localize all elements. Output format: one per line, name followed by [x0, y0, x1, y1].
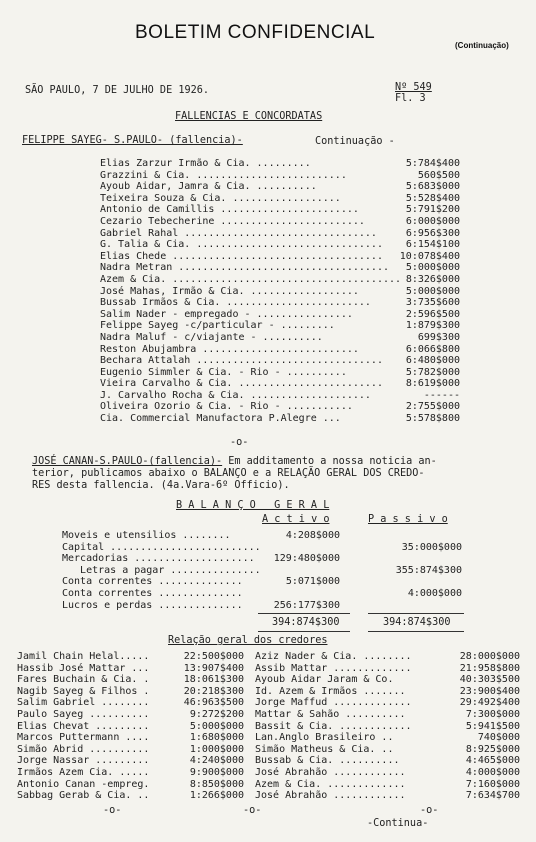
- creditor-name: Bussab Irmãos & Cia. ........................: [100, 297, 371, 309]
- creditor-name: Salim Gabriel ........: [17, 697, 150, 709]
- creditor-name: Nadra Maluf - c/viajante - ..........: [100, 331, 323, 343]
- passivo-value: 35:000$000: [401, 541, 462, 553]
- list-row: [62, 553, 482, 565]
- case2-heading-line: [32, 456, 437, 468]
- creditor-name: Antonio de Camillis .......................: [100, 204, 359, 216]
- case2-heading: JOSÉ CANAN-S.PAULO-(fallencia)-: [32, 456, 223, 467]
- list-row: [255, 686, 520, 698]
- list-row: [255, 790, 520, 802]
- total-passivo: 394:874$300: [383, 617, 451, 628]
- creditor-amount: 6:480$000: [405, 355, 460, 367]
- creditor-name: Eugenio Simmler & Cia. - Rio - ..........: [100, 366, 347, 378]
- separator-left: -o-: [103, 805, 122, 816]
- list-row: [62, 565, 482, 577]
- creditor-name: Simão Matheus & Cia. ..: [255, 743, 394, 755]
- creditors-title: Relação geral dos credores: [168, 635, 328, 646]
- sheet-number: Fl. 3: [395, 93, 426, 104]
- creditor-amount: 6:000$000: [405, 215, 460, 227]
- list-row: [255, 663, 520, 675]
- list-row: [255, 674, 520, 686]
- creditor-amount: 5:578$800: [405, 413, 460, 425]
- creditor-name: Felippe Sayeg -c/particular - .........: [100, 320, 335, 332]
- creditor-amount: 1:879$300: [405, 320, 460, 332]
- list-row: [100, 367, 460, 379]
- creditor-amount: 4:465$000: [465, 755, 520, 767]
- list-row: [100, 251, 460, 263]
- passivo-double-rule: [368, 631, 464, 632]
- list-row: [100, 170, 460, 182]
- creditor-name: Assib Mattar .............: [255, 662, 412, 674]
- creditor-name: Nagib Sayeg & Filhos .: [17, 685, 150, 697]
- creditor-amount: 20:218$300: [183, 685, 244, 697]
- separator-right: -o-: [420, 805, 439, 816]
- list-row: [255, 732, 520, 744]
- list-row: [62, 530, 482, 542]
- creditor-name: Hassib José Mattar ...: [17, 662, 150, 674]
- creditor-name: Jamil Chain Helal.....: [17, 651, 150, 662]
- list-row: [17, 779, 262, 791]
- creditor-amount: 1:266$000: [189, 790, 244, 802]
- creditor-name: Bussab & Cia. ..........: [255, 755, 400, 767]
- creditor-name: José Abrahão ............: [255, 766, 406, 778]
- creditor-amount: 2:755$000: [405, 401, 460, 413]
- creditor-amount: 6:066$800: [405, 343, 460, 355]
- creditor-name: Azem & Cia. ......................................: [100, 273, 402, 285]
- creditor-amount: 4:000$000: [465, 766, 520, 778]
- case2-text-line1: Em additamento a nossa noticia an-: [222, 456, 437, 467]
- creditor-amount: 18:061$300: [183, 674, 244, 686]
- creditor-amount: 5:000$000: [189, 720, 244, 732]
- balance-label: Mercadorias ....................: [62, 553, 255, 565]
- creditor-amount: 7:300$000: [465, 708, 520, 720]
- creditor-name: Sabbag Gerab & Cia. ..: [17, 790, 150, 802]
- list-row: [255, 755, 520, 767]
- creditor-amount: 9:272$200: [189, 708, 244, 720]
- passivo-total-rule: [368, 613, 464, 614]
- creditor-amount: 23:900$400: [459, 685, 520, 697]
- list-row: [100, 158, 460, 170]
- case1-creditor-list: [100, 158, 460, 425]
- list-row: [17, 697, 262, 709]
- balance-label: Moveis e utensilios ........: [62, 530, 231, 541]
- creditor-name: Reston Abujambra ..........................: [100, 343, 359, 355]
- activo-value: 129:480$000: [273, 553, 340, 565]
- list-row: [62, 576, 482, 588]
- list-row: [17, 755, 262, 767]
- balance-label: Lucros e perdas ..............: [62, 599, 243, 611]
- list-row: [17, 663, 262, 675]
- list-row: [100, 262, 460, 274]
- creditor-amount: 740$000: [477, 732, 520, 744]
- creditor-name: Elias Zarzur Irmão & Cia. .........: [100, 158, 311, 169]
- creditor-amount: 5:784$400: [405, 158, 460, 169]
- total-activo: 394:874$300: [272, 617, 340, 628]
- creditor-amount: 1:680$000: [189, 732, 244, 744]
- bulletin-title: BOLETIM CONFIDENCIAL: [135, 22, 376, 43]
- creditor-amount: 22:500$000: [183, 651, 244, 662]
- balance-table: [62, 530, 482, 611]
- creditor-name: José Abrahão ............: [255, 790, 406, 802]
- creditor-name: Jorge Nassar .........: [17, 755, 150, 767]
- creditor-name: Aziz Nader & Cia. ........: [255, 651, 412, 662]
- list-row: [17, 709, 262, 721]
- list-row: [100, 286, 460, 298]
- list-row: [255, 767, 520, 779]
- creditor-name: Vieira Carvalho & Cia. ........................: [100, 378, 383, 390]
- creditor-name: Cezario Tebecherine ........................: [100, 215, 365, 227]
- creditor-name: Oliveira Ozorio & Cia. - Rio - ...........: [100, 401, 353, 413]
- creditor-name: Id. Azem & Irmãos .......: [255, 685, 406, 697]
- creditor-amount: 28:000$000: [459, 651, 520, 662]
- list-row: [100, 216, 460, 228]
- list-row: [62, 542, 482, 554]
- creditor-name: Bassit & Cia. ............: [255, 720, 412, 732]
- creditor-amount: 7:160$000: [465, 778, 520, 790]
- creditor-name: Paulo Sayeg ..........: [17, 708, 150, 720]
- creditor-amount: 8:619$000: [405, 378, 460, 390]
- creditor-amount: 2:596$500: [405, 308, 460, 320]
- list-row: [255, 697, 520, 709]
- list-row: [100, 355, 460, 367]
- list-row: [100, 228, 460, 240]
- creditors-right-column: [255, 651, 520, 802]
- creditor-name: Jorge Maffud .............: [255, 697, 412, 709]
- creditor-amount: 13:907$400: [183, 662, 244, 674]
- creditor-name: Ayoub Aidar Jaram & Co.: [255, 674, 394, 686]
- creditor-amount: 8:925$000: [465, 743, 520, 755]
- list-row: [100, 274, 460, 286]
- creditor-amount: 7:634$700: [465, 790, 520, 802]
- list-row: [255, 651, 520, 663]
- creditor-name: Irmãos Azem Cia. .....: [17, 766, 150, 778]
- creditor-amount: 8:326$000: [405, 273, 460, 285]
- creditor-amount: 6:956$300: [405, 227, 460, 239]
- passivo-value: 4:000$000: [407, 587, 462, 599]
- balance-label: Capital .........................: [62, 541, 261, 553]
- creditor-amount: 40:303$500: [459, 674, 520, 686]
- creditor-amount: 5:000$000: [405, 285, 460, 297]
- list-row: [255, 779, 520, 791]
- creditor-amount: 5:683$000: [405, 181, 460, 193]
- list-row: [100, 332, 460, 344]
- creditor-amount: 560$500: [417, 169, 460, 181]
- activo-double-rule: [258, 631, 350, 632]
- creditor-name: Cia. Commercial Manufactora P.Alegre ...: [100, 413, 341, 425]
- creditor-amount: 5:000$000: [405, 262, 460, 274]
- list-row: [17, 767, 262, 779]
- creditor-name: Grazzini & Cia. .........................: [100, 169, 347, 181]
- creditor-amount: 5:782$000: [405, 366, 460, 378]
- creditor-amount: 10:078$400: [399, 250, 460, 262]
- bulletin-number: Nº 549: [395, 82, 432, 93]
- list-row: [62, 588, 482, 600]
- creditor-name: José Mahas, Irmão & Cia. ..................: [100, 285, 359, 297]
- creditor-name: Nadra Metran ...................................: [100, 262, 389, 274]
- creditor-amount: 1:000$000: [189, 743, 244, 755]
- creditor-name: J. Carvalho Rocha & Cia. ....................: [100, 389, 371, 401]
- list-row: [100, 390, 460, 402]
- creditor-name: Bechara Attalah ...............................: [100, 355, 383, 367]
- creditor-amount: ------: [423, 389, 460, 401]
- case1-continuation: Continuação -: [315, 136, 395, 147]
- balance-title: B A L A N Ç O G E R A L: [176, 500, 330, 511]
- list-row: [100, 193, 460, 205]
- balance-label: Letras a pagar ...............: [62, 564, 261, 576]
- list-row: [17, 651, 262, 663]
- passivo-value: 355:874$300: [395, 564, 462, 576]
- creditor-name: Elias Chevat .........: [17, 720, 150, 732]
- list-row: [255, 721, 520, 733]
- list-row: [17, 790, 262, 802]
- creditor-name: Teixeira Souza & Cia. ..................: [100, 192, 341, 204]
- list-row: [100, 344, 460, 356]
- creditor-name: Fares Buchain & Cia. .: [17, 674, 150, 686]
- creditor-amount: 5:528$400: [405, 192, 460, 204]
- list-row: [17, 721, 262, 733]
- activo-value: 4:208$000: [285, 530, 340, 541]
- dateline: SÃO PAULO, 7 DE JULHO DE 1926.: [25, 85, 210, 96]
- creditor-amount: 699$300: [417, 331, 460, 343]
- creditor-name: Elias Chede ...................................: [100, 250, 383, 262]
- list-row: [255, 709, 520, 721]
- creditors-left-column: [17, 651, 262, 802]
- list-row: [100, 297, 460, 309]
- balance-label: Conta correntes ..............: [62, 587, 243, 599]
- creditor-name: Antonio Canan -empreg.: [17, 778, 150, 790]
- list-row: [255, 744, 520, 756]
- creditor-amount: 21:958$800: [459, 662, 520, 674]
- activo-value: 5:071$000: [285, 576, 340, 588]
- creditor-amount: 9:900$000: [189, 766, 244, 778]
- activo-total-rule: [258, 613, 350, 614]
- creditor-amount: 3:735$600: [405, 297, 460, 309]
- case1-separator: -o-: [230, 437, 249, 448]
- list-row: [100, 239, 460, 251]
- continuation-tag: (Continuação): [455, 41, 509, 50]
- passivo-label: P a s s i v o: [368, 514, 448, 525]
- creditor-amount: 5:791$200: [405, 204, 460, 216]
- list-row: [100, 320, 460, 332]
- creditor-name: G. Talia & Cia. ...............................: [100, 239, 383, 251]
- creditor-name: Ayoub Aidar, Jamra & Cia. ..........: [100, 181, 317, 193]
- creditor-name: Marcos Puttermann ....: [17, 732, 150, 744]
- creditor-amount: 5:941$500: [465, 720, 520, 732]
- list-row: [100, 401, 460, 413]
- list-row: [17, 732, 262, 744]
- creditor-amount: 6:154$100: [405, 239, 460, 251]
- creditor-amount: 8:850$000: [189, 778, 244, 790]
- case2-text-line3: RES desta fallencia. (4a.Vara-6º Officio).: [32, 480, 290, 491]
- creditor-name: Azem & Cia. .............: [255, 778, 406, 790]
- list-row: [100, 204, 460, 216]
- creditor-name: Lan.Anglo Brasileiro ..: [255, 732, 394, 744]
- creditor-name: Salim Nader - empregado - ................: [100, 308, 353, 320]
- list-row: [17, 674, 262, 686]
- case1-heading: FELIPPE SAYEG- S.PAULO- (fallencia)-: [22, 135, 243, 146]
- case2-text-line2: terior, publicamos abaixo o BALANÇO e a RELAÇÃO GERAL DOS CREDO-: [32, 468, 425, 479]
- list-row: [100, 181, 460, 193]
- list-row: [100, 413, 460, 425]
- separator-middle: -o-: [243, 805, 262, 816]
- list-row: [100, 309, 460, 321]
- list-row: [62, 600, 482, 612]
- creditor-name: Gabriel Rahal ................................: [100, 227, 377, 239]
- list-row: [100, 378, 460, 390]
- creditor-name: Mattar & Sahão ..........: [255, 708, 406, 720]
- creditor-amount: 29:492$400: [459, 697, 520, 709]
- creditor-amount: 4:240$000: [189, 755, 244, 767]
- balance-label: Conta correntes ..............: [62, 576, 243, 588]
- creditor-amount: 46:963$500: [183, 697, 244, 709]
- creditor-name: Simão Abrid ..........: [17, 743, 150, 755]
- activo-label: A c t i v o: [262, 514, 330, 525]
- continua-label: -Continua-: [367, 818, 429, 829]
- section-title: FALLENCIAS E CONCORDATAS: [175, 111, 323, 122]
- list-row: [17, 744, 262, 756]
- activo-value: 256:177$300: [273, 599, 340, 611]
- list-row: [17, 686, 262, 698]
